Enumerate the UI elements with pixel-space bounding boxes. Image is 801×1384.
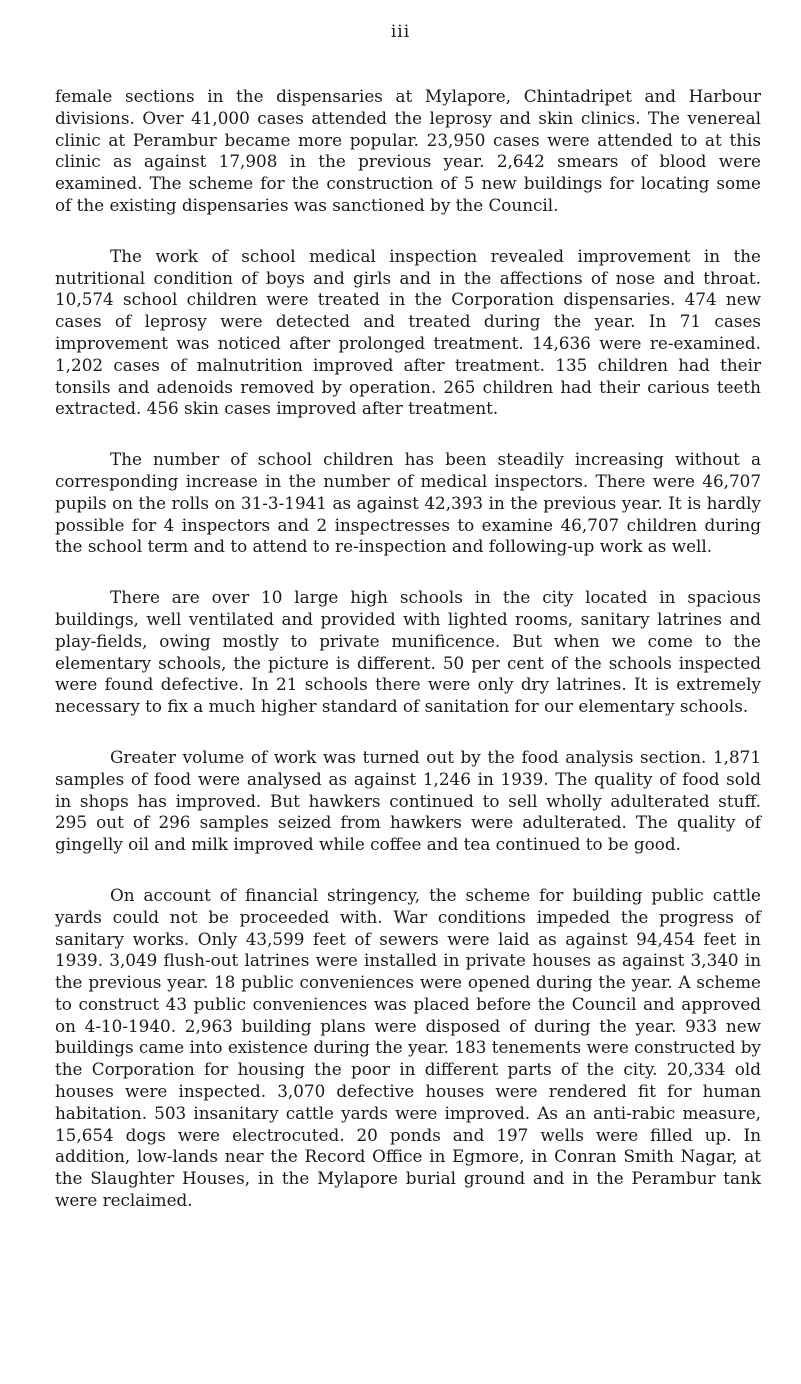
paragraph-school-medical-inspection: The work of school medical inspection revealed improvement in the nutritional condition of boys and girls and in the affections of nose and throat. 10,574 school children were treated in the Corporation dispensaries. 474 new cases of leprosy were detected and treated during the year. In 71 cases improvement was noticed after prolonged treatment. 14,636 were re-examined. 1,202 cases of malnutrition improved after treatment. 135 children had their tonsils and adenoids removed by operation. 265 children had their carious teeth extracted. 456 skin cases improved after treatment. (55, 245, 761, 419)
paragraph-sanitary-works: On account of financial stringency, the scheme for building public cattle yards could not be proceeded with. War conditions impeded the progress of sanitary works. Only 43,599 feet of sewers were laid as against 94,454 feet in 1939. 3,049 flush-out latrines were installed in private houses as against 3,340 in the previous year. 18 public conveniences were opened during the year. A scheme to construct 43 public conveniences was placed before the Council and approved on 4-10-1940. 2,963 building plans were disposed of during the year. 933 new buildings came into existence during the year. 183 tenements were constructed by the Corporation for housing the poor in different parts of the city. 20,334 old houses were inspected. 3,070 defective houses were rendered fit for human habitation. 503 insanitary cattle yards were improved. As an anti-rabic measure, 15,654 dogs were electrocuted. 20 ponds and 197 wells were filled up. In addition, low-lands near the Record Office in Egmore, in Conran Smith Nagar, at the Slaughter Houses, in the Mylapore burial ground and in the Perambur tank were reclaimed. (55, 884, 761, 1211)
paragraph-school-sanitation: There are over 10 large high schools in the city located in spacious buildings, well ventilated and provided with lighted rooms, sanitary latrines and play-fields, owing mostly to private munificence. But when we come to the elementary schools, the picture is different. 50 per cent of the schools inspected were found defective. In 21 schools there were only dry latrines. It is extremely necessary to fix a much higher standard of sanitation for our elementary schools. (55, 587, 761, 717)
paragraph-food-analysis: Greater volume of work was turned out by the food analysis section. 1,871 samples of food were analysed as against 1,246 in 1939. The quality of food sold in shops has improved. But hawkers continued to sell wholly adulterated stuff. 295 out of 296 samples seized from hawkers were adulterated. The quality of gingelly oil and milk improved while coffee and tea continued to be good. (55, 746, 761, 855)
paragraph-dispensaries: female sections in the dispensaries at Mylapore, Chintadripet and Harbour divisions. Over 41,000 cases attended the leprosy and skin clinics. The venereal clinic at Perambur became more popular. 23,950 cases were attended to at this clinic as against 17,908 in the previous year. 2,642 smears of blood were examined. The scheme for the construction of 5 new buildings for locating some of the existing dispensaries was sanctioned by the Council. (55, 86, 761, 215)
document-body (55, 86, 761, 1241)
page-number: iii (390, 22, 411, 42)
paragraph-school-children-numbers: The number of school children has been steadily increasing without a corresponding increase in the number of medical inspectors. There were 46,707 pupils on the rolls on 31-3-1941 as against 42,393 in the previous year. It is hardly possible for 4 inspectors and 2 inspectresses to examine 46,707 children during the school term and to attend to re-inspection and following-up work as well. (55, 449, 761, 557)
